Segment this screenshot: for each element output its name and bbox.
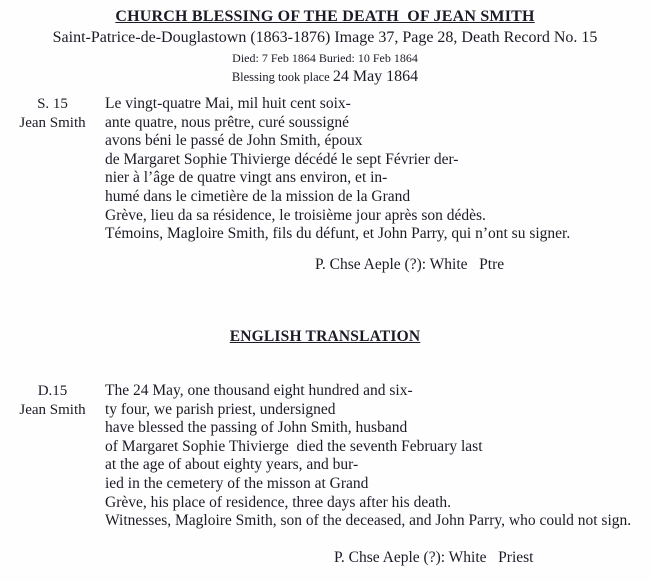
english-line: ied in the cemetery of the misson at Grand [105, 474, 369, 492]
french-record-ref: S. 15 [37, 96, 68, 112]
english-record-text [105, 382, 650, 531]
english-record-block [0, 382, 650, 531]
document-header [0, 8, 650, 86]
english-line: The 24 May, one thousand eight hundred and six- [105, 382, 413, 399]
blessing-prefix: Blessing took place [231, 70, 333, 84]
blessing-date: 24 May 1864 [332, 68, 419, 85]
english-record-name: Jean Smith [19, 401, 86, 418]
document-title: CHURCH BLESSING OF THE DEATH OF JEAN SMITH [115, 8, 535, 25]
english-line: Grève, his place of residence, three days after his death. [105, 493, 452, 511]
french-record-text [105, 95, 650, 244]
french-line: de Margaret Sophie Thivierge décédé le sept Février der- [105, 150, 459, 168]
english-record-labels [0, 382, 105, 531]
french-line: Le vingt-quatre Mai, mil huit cent soix- [105, 95, 351, 112]
french-priest-signature: P. Chse Aeple (?): White Ptre [315, 256, 505, 273]
english-line: have blessed the passing of John Smith, husband [105, 419, 408, 437]
english-line: of Margaret Sophie Thivierge died the seventh February last [105, 437, 483, 455]
french-line: Grève, lieu da sa résidence, le troisième jour après son dédès. [105, 206, 486, 224]
english-line: ty four, we parish priest, undersigned [105, 400, 336, 418]
french-record-labels [0, 95, 105, 244]
died-buried-dates: Died: 7 Feb 1864 Buried: 10 Feb 1864 [232, 51, 418, 65]
blessing-date-line [0, 68, 650, 86]
french-line: ante quatre, nous prêtre, curé soussigné [105, 113, 350, 131]
french-line: Témoins, Magloire Smith, fils du défunt, et John Parry, qui n’ont su signer. [105, 225, 571, 243]
english-line: at the age of about eighty years, and bur- [105, 456, 359, 474]
english-priest-signature: P. Chse Aeple (?): White Priest [334, 549, 534, 566]
french-line: avons béni le passé de John Smith, époux [105, 132, 363, 150]
french-line: humé dans le cimetière de la mission de la Grand [105, 187, 411, 205]
french-line: nier à l’âge de quatre vingt ans environ, et in- [105, 169, 388, 187]
english-record-ref: D.15 [37, 383, 68, 399]
english-translation-heading: ENGLISH TRANSLATION [229, 328, 421, 345]
english-line: Witnesses, Magloire Smith, son of the deceased, and John Parry, who could not sign. [105, 512, 632, 530]
french-record-name: Jean Smith [19, 114, 86, 131]
source-citation: Saint-Patrice-de-Douglastown (1863-1876) Image 37, Page 28, Death Record No. 15 [52, 29, 598, 46]
french-record-block [0, 95, 650, 244]
